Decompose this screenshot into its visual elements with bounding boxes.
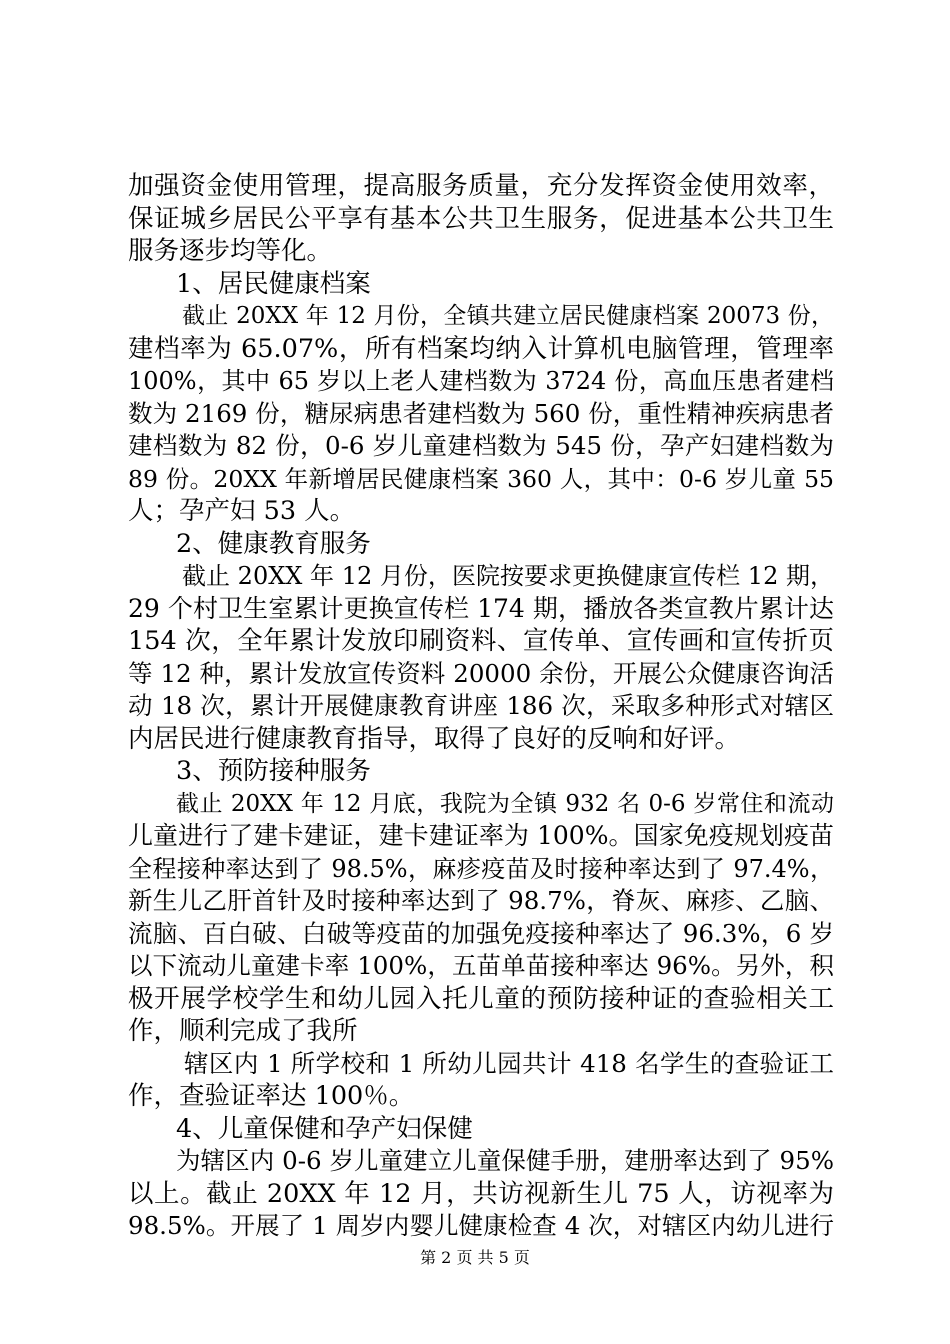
text-line: 动 18 次，累计开展健康教育讲座 186 次，采取多种形式对辖区: [128, 691, 834, 720]
text-line: 辖区内 1 所学校和 1 所幼儿园共计 418 名学生的查验证工: [184, 1048, 834, 1078]
text-line: 98.5%。开展了 1 周岁内婴儿健康检查 4 次，对辖区内幼儿进行: [128, 1211, 834, 1240]
text-line: 截止 20XX 年 12 月份，医院按要求更换健康宣传栏 12 期，: [182, 562, 834, 590]
text-line: 全程接种率达到了 98.5%，麻疹疫苗及时接种率达到了 97.4%，: [128, 854, 834, 883]
text-line: 89 份。20XX 年新增居民健康档案 360 人，其中：0-6 岁儿童 55: [128, 464, 834, 493]
text-line: 服务逐步均等化。: [128, 236, 333, 266]
text-line: 154 次，全年累计发放印刷资料、宣传单、宣传画和宣传折页: [128, 626, 834, 656]
text-line: 建档率为 65.07%，所有档案均纳入计算机电脑管理，管理率: [128, 333, 834, 364]
text-line: 截止 20XX 年 12 月底，我院为全镇 932 名 0-6 岁常住和流动: [176, 790, 834, 817]
text-line: 3、预防接种服务: [176, 756, 371, 786]
text-line: 为辖区内 0-6 岁儿童建立儿童保健手册，建册率达到了 95%: [176, 1146, 834, 1175]
text-line: 1、居民健康档案: [176, 268, 371, 299]
text-line: 加强资金使用管理，提高服务质量，充分发挥资金使用效率，: [128, 171, 834, 201]
text-line: 以上。截止 20XX 年 12 月，共访视新生儿 75 人，访视率为: [128, 1178, 834, 1209]
text-line: 作，顺利完成了我所: [128, 1016, 358, 1046]
document-body: [128, 170, 834, 1243]
text-line: 以下流动儿童建卡率 100%，五苗单苗接种率达 96%。另外，积: [128, 951, 834, 980]
text-line: 截止 20XX 年 12 月份，全镇共建立居民健康档案 20073 份，: [182, 303, 834, 329]
text-line: 流脑、百白破、白破等疫苗的加强免疫接种率达了 96.3%，6 岁: [128, 918, 834, 948]
text-line: 内居民进行健康教育指导，取得了良好的反响和好评。: [128, 723, 741, 754]
text-line: 极开展学校学生和幼儿园入托儿童的预防接种证的查验相关工: [128, 983, 834, 1014]
text-line: 人；孕产妇 53 人。: [128, 496, 356, 526]
text-line: 新生儿乙肝首针及时接种率达到了 98.7%，脊灰、麻疹、乙脑、: [128, 886, 834, 915]
page-footer: 第 2 页 共 5 页: [420, 1248, 530, 1267]
text-line: 数为 2169 份，糖尿病患者建档数为 560 份，重性精神疾病患者: [128, 398, 834, 428]
text-line: 作，查验证率达 100％。: [128, 1081, 415, 1111]
text-line: 100%，其中 65 岁以上老人建档数为 3724 份，高血压患者建档: [128, 367, 834, 395]
text-line: 保证城乡居民公平享有基本公共卫生服务，促进基本公共卫生: [128, 203, 834, 234]
text-line: 建档数为 82 份，0-6 岁儿童建档数为 545 份，孕产妇建档数为: [128, 431, 834, 460]
text-line: 等 12 种，累计发放宣传资料 20000 余份，开展公众健康咨询活: [128, 658, 834, 688]
text-line: 儿童进行了建卡建证，建卡建证率为 100%。国家免疫规划疫苗: [128, 821, 834, 850]
text-line: 29 个村卫生室累计更换宣传栏 174 期，播放各类宣教片累计达: [128, 593, 834, 623]
text-line: 2、健康教育服务: [176, 528, 371, 559]
text-line: 4、儿童保健和孕产妇保健: [176, 1113, 473, 1144]
